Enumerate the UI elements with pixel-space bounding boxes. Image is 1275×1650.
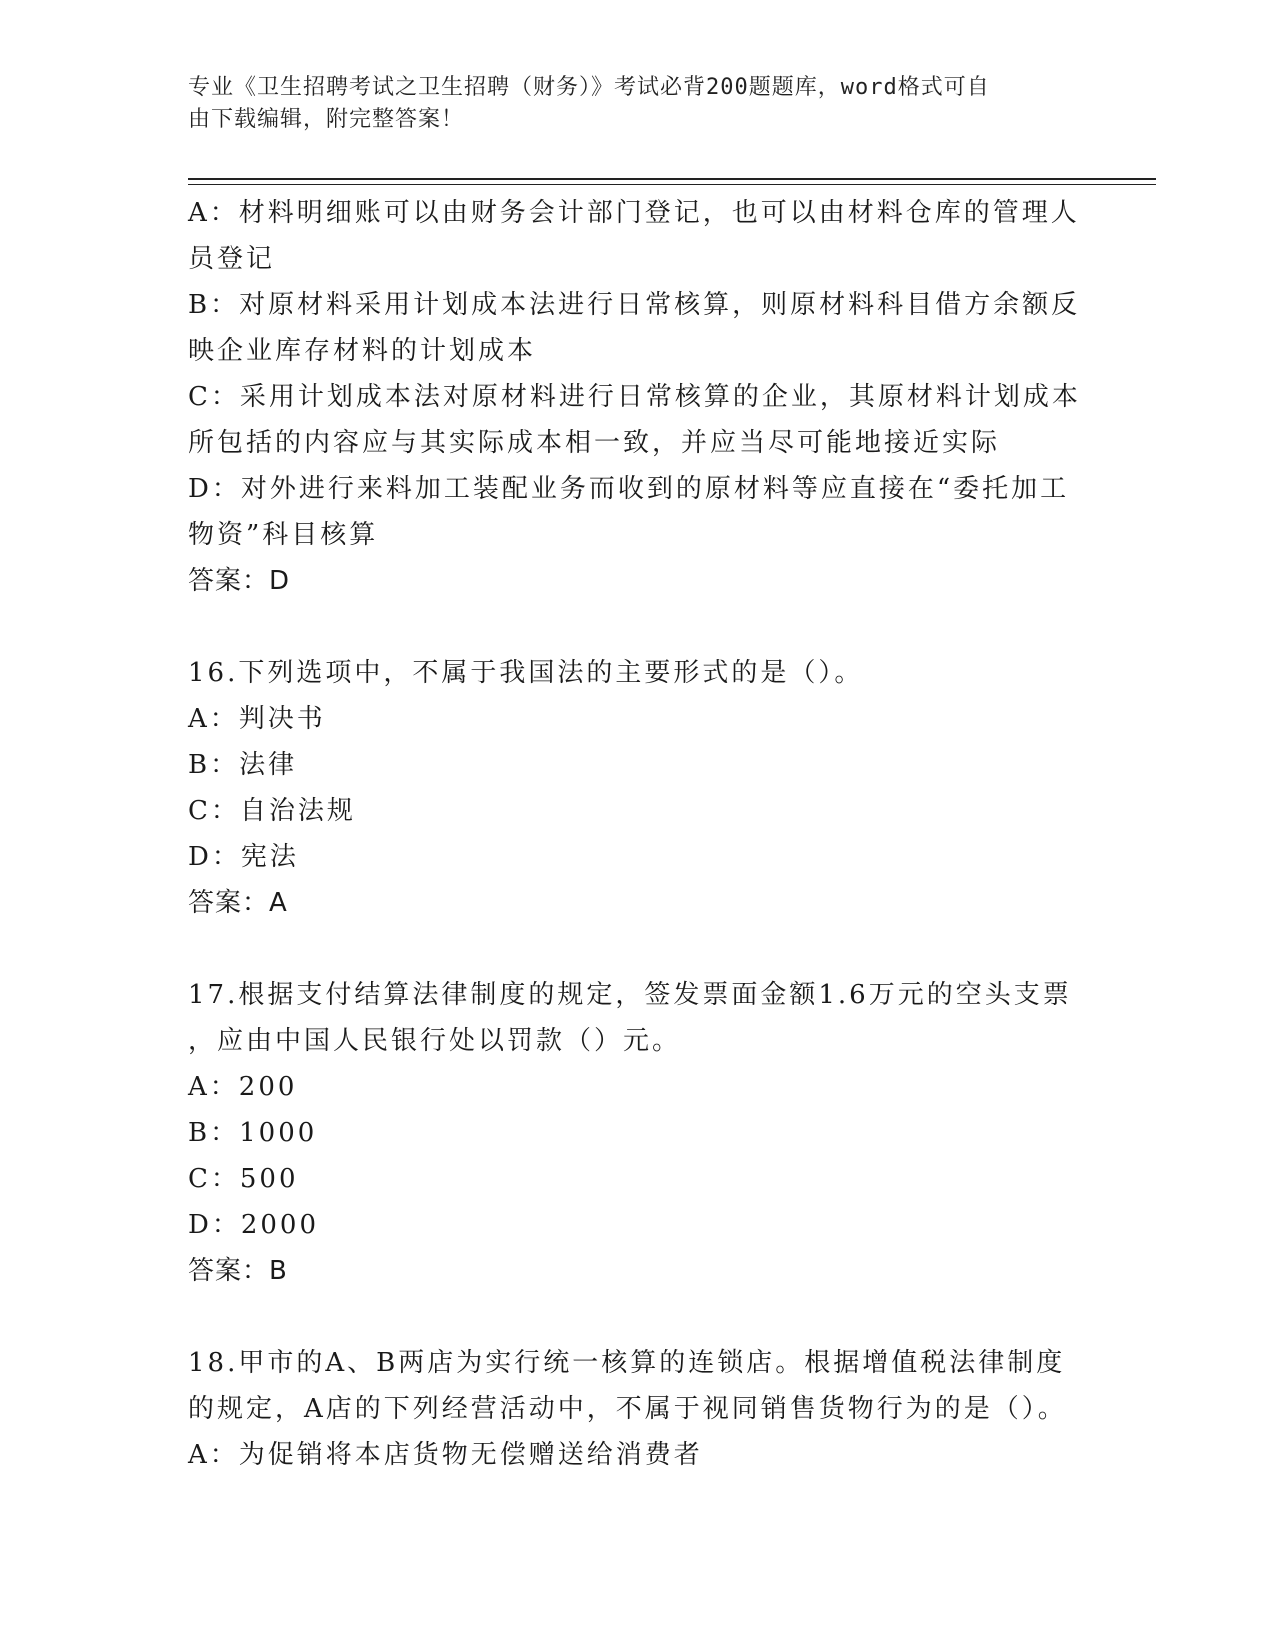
option-b-line-2: 映企业库存材料的计划成本 <box>188 336 537 366</box>
question-stem-line-2: 的规定，A店的下列经营活动中，不属于视同销售货物行为的是（）。 <box>188 1394 1067 1424</box>
answer-line: 答案：D <box>188 566 291 596</box>
spacer <box>188 604 1088 650</box>
option-b-line-1: B：对原材料采用计划成本法进行日常核算，则原材料科目借方余额反 <box>188 290 1081 320</box>
option-c: C：500 <box>188 1164 299 1194</box>
option-d-line-2: 物资”科目核算 <box>188 520 379 550</box>
question-17 <box>188 972 1088 1294</box>
option-d: D：2000 <box>188 1210 320 1240</box>
question-stem-line-1: 17.根据支付结算法律制度的规定，签发票面金额1.6万元的空头支票 <box>188 980 1072 1010</box>
option-c-line-2: 所包括的内容应与其实际成本相一致，并应当尽可能地接近实际 <box>188 428 1001 458</box>
answer-line: 答案：B <box>188 1256 288 1286</box>
answer-line: 答案：A <box>188 888 288 918</box>
option-d-line-1: D：对外进行来料加工装配业务而收到的原材料等应直接在“委托加工 <box>188 474 1070 504</box>
option-a: A：判决书 <box>188 704 326 734</box>
option-c-line-1: C：采用计划成本法对原材料进行日常核算的企业，其原材料计划成本 <box>188 382 1081 412</box>
option-c: C：自治法规 <box>188 796 356 826</box>
option-a-line-1: A：材料明细账可以由财务会计部门登记，也可以由材料仓库的管理人 <box>188 198 1080 228</box>
question-stem-line-2: ，应由中国人民银行处以罚款（）元。 <box>188 1026 682 1056</box>
question-content <box>188 190 1088 1478</box>
option-b: B：法律 <box>188 750 298 780</box>
header-divider-thick <box>188 178 1156 180</box>
header-divider-thin <box>188 184 1156 185</box>
header-line-2: 由下载编辑，附完整答案！ <box>188 107 465 132</box>
question-stem-line-1: 18.甲市的A、B两店为实行统一核算的连锁店。根据增值税法律制度 <box>188 1348 1066 1378</box>
question-18 <box>188 1340 1088 1478</box>
option-d: D：宪法 <box>188 842 299 872</box>
option-b: B：1000 <box>188 1118 318 1148</box>
header-line-1: 专业《卫生招聘考试之卫生招聘（财务）》考试必背200题题库，word格式可自 <box>188 75 990 100</box>
option-a: A：200 <box>188 1072 298 1102</box>
document-header <box>188 72 1078 136</box>
spacer <box>188 926 1088 972</box>
option-a-line-2: 员登记 <box>188 244 276 274</box>
question-15 <box>188 190 1088 604</box>
question-stem: 16.下列选项中，不属于我国法的主要形式的是（）。 <box>188 658 864 688</box>
spacer <box>188 1294 1088 1340</box>
option-a: A：为促销将本店货物无偿赠送给消费者 <box>188 1440 703 1470</box>
question-16 <box>188 650 1088 926</box>
